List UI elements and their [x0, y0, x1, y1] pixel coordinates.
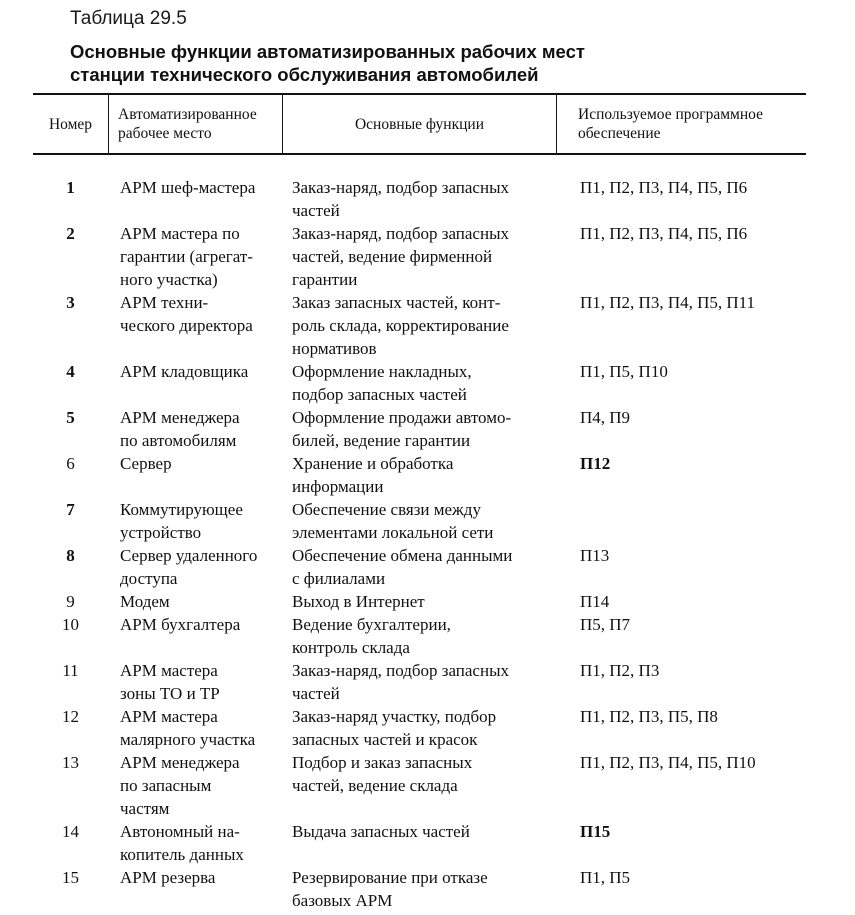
- row-software: П4, П9: [580, 408, 631, 427]
- row-functions: Подбор и заказ запасных частей, ведение склада: [292, 753, 473, 795]
- row-workstation: АРМ бухгалтера: [120, 615, 241, 634]
- table-body: [0, 176, 855, 912]
- title-line-2: станции технического обслуживания автомобилей: [70, 64, 539, 85]
- row-workstation: АРМ мастера малярного участка: [120, 707, 256, 749]
- row-workstation: АРМ кладовщика: [120, 362, 249, 381]
- row-software: П1, П2, П3, П4, П5, П6: [580, 178, 748, 197]
- row-number: 7: [66, 500, 75, 519]
- row-workstation: Сервер удаленного доступа: [120, 546, 258, 588]
- row-functions: Выдача запасных частей: [292, 822, 470, 841]
- table-row: [0, 360, 855, 406]
- row-workstation: АРМ менеджера по автомобилям: [120, 408, 240, 450]
- table-row: [0, 866, 855, 912]
- row-functions: Ведение бухгалтерии, контроль склада: [292, 615, 451, 657]
- row-workstation: АРМ мастера зоны ТО и ТР: [120, 661, 220, 703]
- row-number: 5: [66, 408, 75, 427]
- table-row: [0, 820, 855, 866]
- row-number: 15: [62, 868, 79, 887]
- row-number: 10: [62, 615, 79, 634]
- row-number: 13: [62, 753, 79, 772]
- header-divider: [108, 95, 109, 153]
- header-divider: [556, 95, 557, 153]
- header-functions: Основные функции: [354, 115, 485, 133]
- row-number: 9: [66, 592, 75, 611]
- table-row: [0, 590, 855, 613]
- row-functions: Заказ-наряд, подбор запасных частей: [292, 661, 509, 703]
- row-functions: Заказ-наряд, подбор запасных частей, ведение фирменной гарантии: [292, 224, 509, 289]
- row-software: П1, П2, П3, П5, П8: [580, 707, 718, 726]
- row-workstation: АРМ техни- ческого директора: [120, 293, 253, 335]
- row-software: П1, П5, П10: [580, 362, 668, 381]
- table-header: [33, 93, 806, 155]
- row-number: 4: [66, 362, 75, 381]
- row-workstation: АРМ менеджера по запасным частям: [120, 753, 240, 818]
- row-workstation: Автономный на- копитель данных: [120, 822, 244, 864]
- table-label: Таблица 29.5: [70, 8, 187, 29]
- row-number: 1: [66, 178, 75, 197]
- table-row: [0, 452, 855, 498]
- header-number: Номер: [48, 115, 93, 133]
- row-software: П1, П2, П3, П4, П5, П11: [580, 293, 756, 312]
- row-number: 6: [66, 454, 75, 473]
- row-functions: Резервирование при отказе базовых АРМ: [292, 868, 488, 910]
- table-row: [0, 176, 855, 222]
- row-workstation: Сервер: [120, 454, 172, 473]
- table-row: [0, 659, 855, 705]
- row-workstation: АРМ шеф-мастера: [120, 178, 256, 197]
- row-functions: Заказ-наряд участку, подбор запасных частей и красок: [292, 707, 497, 749]
- table-row: [0, 751, 855, 820]
- table-row: [0, 406, 855, 452]
- row-number: 2: [66, 224, 75, 243]
- table-row: [0, 291, 855, 360]
- row-functions: Заказ запасных частей, конт- роль склада, корректирование нормативов: [292, 293, 509, 358]
- row-functions: Обеспечение обмена данными с филиалами: [292, 546, 513, 588]
- row-workstation: Модем: [120, 592, 170, 611]
- table-row: [0, 498, 855, 544]
- row-software: П1, П2, П3, П4, П5, П10: [580, 753, 756, 772]
- row-functions: Выход в Интернет: [292, 592, 425, 611]
- row-software: П1, П2, П3, П4, П5, П6: [580, 224, 748, 243]
- row-software: П15: [580, 822, 611, 841]
- table-row: [0, 544, 855, 590]
- table-row: [0, 705, 855, 751]
- row-number: 11: [62, 661, 79, 680]
- row-number: 14: [62, 822, 79, 841]
- row-software: П13: [580, 546, 610, 565]
- row-software: П14: [580, 592, 610, 611]
- row-workstation: Коммутирующее устройство: [120, 500, 243, 542]
- title-line-1: Основные функции автоматизированных рабочих мест: [70, 41, 585, 62]
- row-number: 8: [66, 546, 75, 565]
- row-workstation: АРМ мастера по гарантии (агрегат- ного участка): [120, 224, 253, 289]
- row-software: П12: [580, 454, 611, 473]
- row-functions: Оформление продажи автомо- билей, ведение гарантии: [292, 408, 512, 450]
- row-functions: Обеспечение связи между элементами локальной сети: [292, 500, 494, 542]
- row-software: П1, П2, П3: [580, 661, 660, 680]
- table-row: [0, 222, 855, 291]
- row-functions: Заказ-наряд, подбор запасных частей: [292, 178, 509, 220]
- header-software: Используемое программное обеспечение: [578, 106, 763, 142]
- row-functions: Хранение и обработка информации: [292, 454, 454, 496]
- row-software: П1, П5: [580, 868, 631, 887]
- row-workstation: АРМ резерва: [120, 868, 216, 887]
- row-number: 12: [62, 707, 79, 726]
- table-row: [0, 613, 855, 659]
- header-workstation: Автоматизированное рабочее место: [118, 106, 257, 142]
- table-title: [70, 40, 670, 86]
- row-software: П5, П7: [580, 615, 631, 634]
- row-number: 3: [66, 293, 75, 312]
- row-functions: Оформление накладных, подбор запасных частей: [292, 362, 472, 404]
